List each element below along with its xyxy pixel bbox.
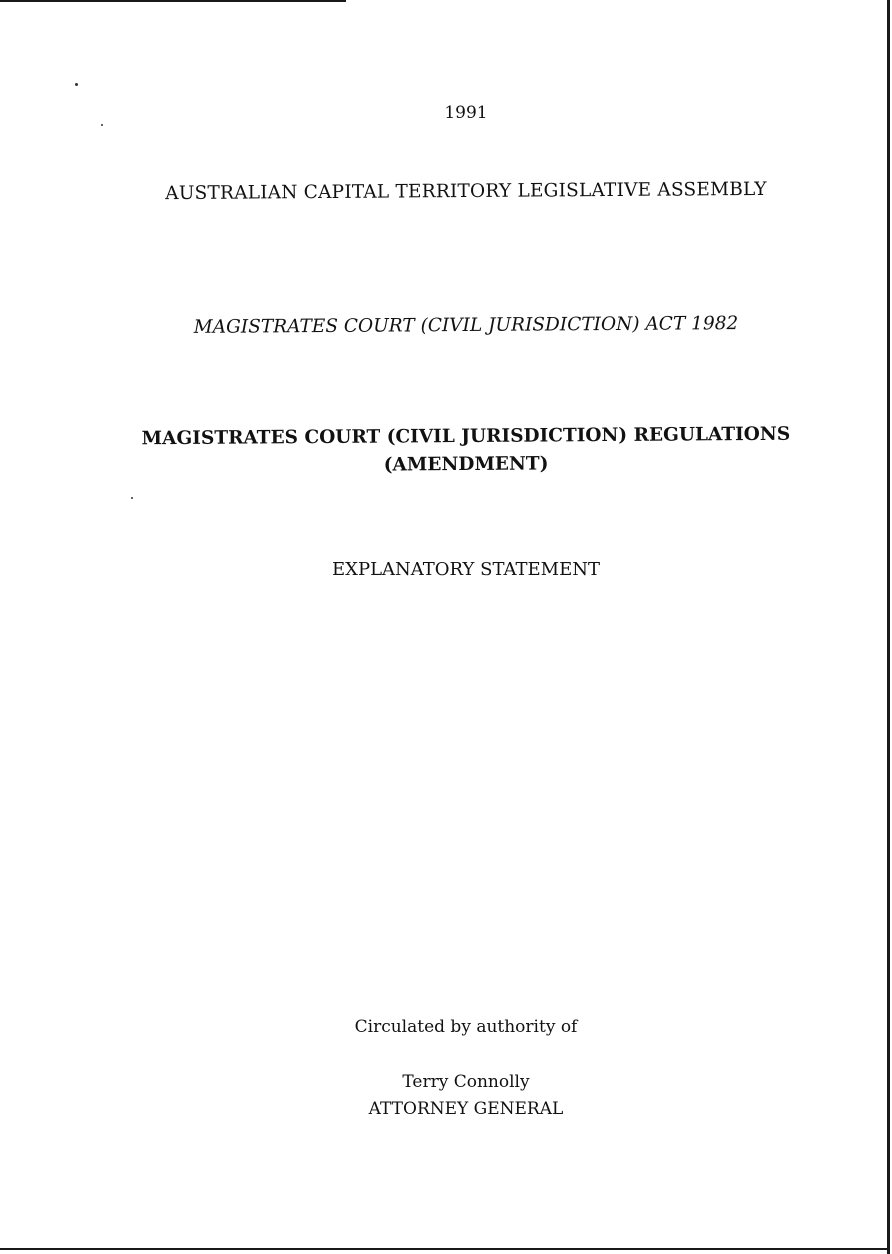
regulations-title [20, 420, 892, 482]
scan-speck [75, 83, 78, 86]
scan-speck [101, 124, 103, 126]
scan-edge-top [0, 0, 346, 2]
regulations-title-line1: MAGISTRATES COURT (CIVIL JURISDICTION) REGULATIONS [141, 423, 791, 450]
act-title: MAGISTRATES COURT (CIVIL JURISDICTION) ACT 1982 [193, 313, 739, 338]
assembly-heading: AUSTRALIAN CAPITAL TERRITORY LEGISLATIVE ASSEMBLY [165, 178, 767, 205]
statement-heading: EXPLANATORY STATEMENT [332, 559, 600, 580]
circulated-by-text: Circulated by authority of [354, 1017, 578, 1037]
document-year: 1991 [444, 103, 488, 123]
minister-title: ATTORNEY GENERAL [368, 1099, 564, 1119]
scan-speck [131, 497, 133, 499]
minister-name: Terry Connolly [402, 1072, 530, 1092]
regulations-title-line2: (AMENDMENT) [383, 453, 549, 476]
scan-edge-bottom [0, 1248, 890, 1250]
